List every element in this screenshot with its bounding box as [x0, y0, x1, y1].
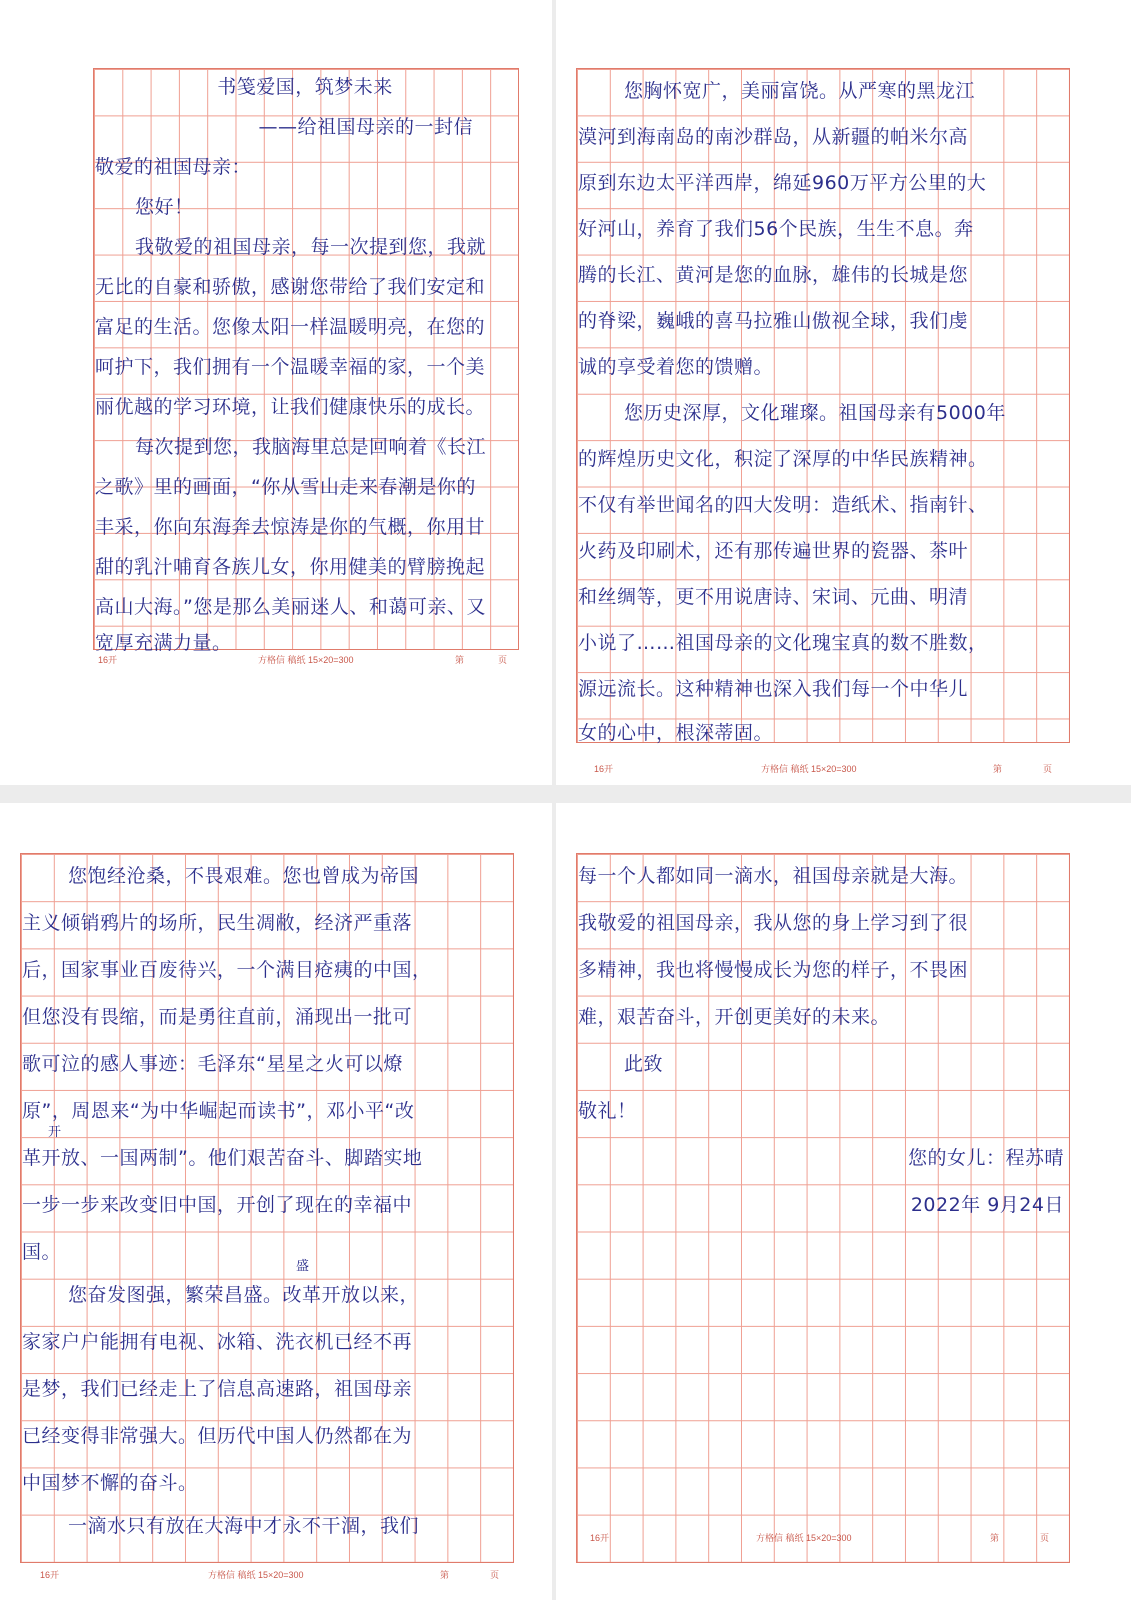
footer-ye: 页: [490, 1570, 500, 1580]
text-line: 您历史深厚，文化璀璨。祖国母亲有5000年: [624, 402, 1006, 424]
letter-page-1: [0, 0, 552, 785]
footer-size: 16开: [594, 764, 614, 774]
text-line: 无比的自豪和骄傲，感谢您带给了我们安定和: [95, 276, 486, 298]
text-line: 高山大海。”您是那么美丽迷人、和蔼可亲、又: [95, 596, 486, 618]
text-line: 您奋发图强，繁荣昌盛。改革开放以来，: [68, 1284, 420, 1306]
text-line: 不仅有举世闻名的四大发明：造纸术、指南针、: [578, 494, 988, 516]
salutation: 敬爱的祖国母亲：: [95, 156, 252, 178]
text-line: 每一个人都如同一滴水，祖国母亲就是大海。: [578, 865, 969, 887]
footer-di: 第: [440, 1570, 450, 1580]
signature: 您的女儿：程苏晴: [907, 1147, 1064, 1169]
text-line: 之歌》里的画面，“你从雪山走来春潮是你的: [95, 476, 476, 498]
text-line: 已经变得非常强大。但历代中国人仍然都在为: [22, 1425, 413, 1447]
text-line: 小说了……祖国母亲的文化瑰宝真的数不胜数，: [578, 632, 988, 654]
text-line: 国。: [22, 1241, 62, 1263]
letter-page-2: [556, 0, 1131, 785]
text-line: 诚的享受着您的馈赠。: [578, 356, 774, 378]
text-line: 后，国家事业百废待兴，一个满目疮痍的中国，: [22, 959, 432, 981]
footer-brand: 方格信 稿纸 15×20=300: [756, 1533, 852, 1543]
letter-date: 2022年 9月24日: [910, 1194, 1064, 1216]
letter-title: 书笺爱国，筑梦未来: [217, 76, 393, 98]
text-line: 丰采，你向东海奔去惊涛是你的气概，你用甘: [95, 516, 486, 538]
text-line: 我敬爱的祖国母亲，我从您的身上学习到了很: [578, 912, 969, 934]
closing-salute: 敬礼！: [578, 1100, 637, 1122]
footer-brand: 方格信 稿纸 15×20=300: [258, 655, 354, 665]
text-line: 甜的乳汁哺育各族儿女，你用健美的臂膀挽起: [95, 556, 486, 578]
text-line: 富足的生活。您像太阳一样温暖明亮，在您的: [95, 316, 486, 338]
text-line: 一滴水只有放在大海中才永不干涸，我们: [68, 1515, 420, 1537]
text-line: 歌可泣的感人事迹：毛泽东“星星之火可以燎: [22, 1053, 403, 1075]
text-line: 主义倾销鸦片的场所，民生凋敝，经济严重落: [22, 912, 413, 934]
footer-size: 16开: [40, 1570, 60, 1580]
text-line: 宽厚充满力量。: [95, 632, 232, 654]
text-line: 火药及印刷术，还有那传遍世界的瓷器、茶叶: [578, 540, 969, 562]
text-line: 漠河到海南岛的南沙群岛，从新疆的帕米尔高: [578, 126, 969, 148]
footer-ye: 页: [1040, 1533, 1050, 1543]
footer-ye: 页: [498, 655, 508, 665]
greeting: 您好！: [135, 196, 194, 218]
text-line: 的脊梁，巍峨的喜马拉雅山傲视全球，我们虔: [578, 310, 969, 332]
closing-phrase: 此致: [624, 1053, 664, 1075]
footer-brand: 方格信 稿纸 15×20=300: [208, 1570, 304, 1580]
text-line: 好河山，养育了我们56个民族，生生不息。奔: [578, 218, 974, 240]
text-line: 您胸怀宽广，美丽富饶。从严寒的黑龙江: [624, 80, 976, 102]
text-line: 女的心中，根深蒂固。: [578, 722, 774, 744]
text-line: 我敬爱的祖国母亲，每一次提到您，我就: [135, 236, 487, 258]
text-line: 呵护下，我们拥有一个温暖幸福的家，一个美: [95, 356, 486, 378]
footer-size: 16开: [98, 655, 118, 665]
footer-brand: 方格信 稿纸 15×20=300: [761, 764, 857, 774]
text-line: 丽优越的学习环境，让我们健康快乐的成长。: [95, 396, 486, 418]
text-line: 原到东边太平洋西岸，绵延960万平方公里的大: [578, 172, 987, 194]
text-line: 难，艰苦奋斗，开创更美好的未来。: [578, 1006, 891, 1028]
text-line: 革开放、一国两制”。他们艰苦奋斗、脚踏实地: [22, 1147, 423, 1169]
letter-page-4: [556, 803, 1131, 1600]
footer-di: 第: [455, 655, 465, 665]
footer-ye: 页: [1043, 764, 1053, 774]
footer-di: 第: [993, 764, 1003, 774]
text-line: 您饱经沧桑，不畏艰难。您也曾成为帝国: [68, 865, 420, 887]
text-line: 是梦，我们已经走上了信息高速路，祖国母亲: [22, 1378, 413, 1400]
footer-size: 16开: [590, 1533, 610, 1543]
text-line: 和丝绸等，更不用说唐诗、宋词、元曲、明清: [578, 586, 969, 608]
letter-subtitle: ——给祖国母亲的一封信: [258, 116, 473, 138]
text-line: 一步一步来改变旧中国，开创了现在的幸福中: [22, 1194, 413, 1216]
text-line: 原”，周恩来“为中华崛起而读书”，邓小平“改: [22, 1100, 415, 1122]
text-line: 腾的长江、黄河是您的血脉，雄伟的长城是您: [578, 264, 969, 286]
text-line: 每次提到您，我脑海里总是回响着《长江: [135, 436, 487, 458]
text-line: 家家户户能拥有电视、冰箱、洗衣机已经不再: [22, 1331, 413, 1353]
inserted-character: 开: [48, 1125, 62, 1140]
text-line: 源远流长。这种精神也深入我们每一个中华儿: [578, 678, 969, 700]
footer-di: 第: [990, 1533, 1000, 1543]
text-line: 但您没有畏缩，而是勇往直前，涌现出一批可: [22, 1006, 413, 1028]
text-line: 中国梦不懈的奋斗。: [22, 1472, 198, 1494]
letter-page-3: [0, 803, 552, 1600]
inserted-character: 盛: [296, 1259, 310, 1274]
text-line: 多精神，我也将慢慢成长为您的样子，不畏困: [578, 959, 969, 981]
text-line: 的辉煌历史文化，积淀了深厚的中华民族精神。: [578, 448, 988, 470]
